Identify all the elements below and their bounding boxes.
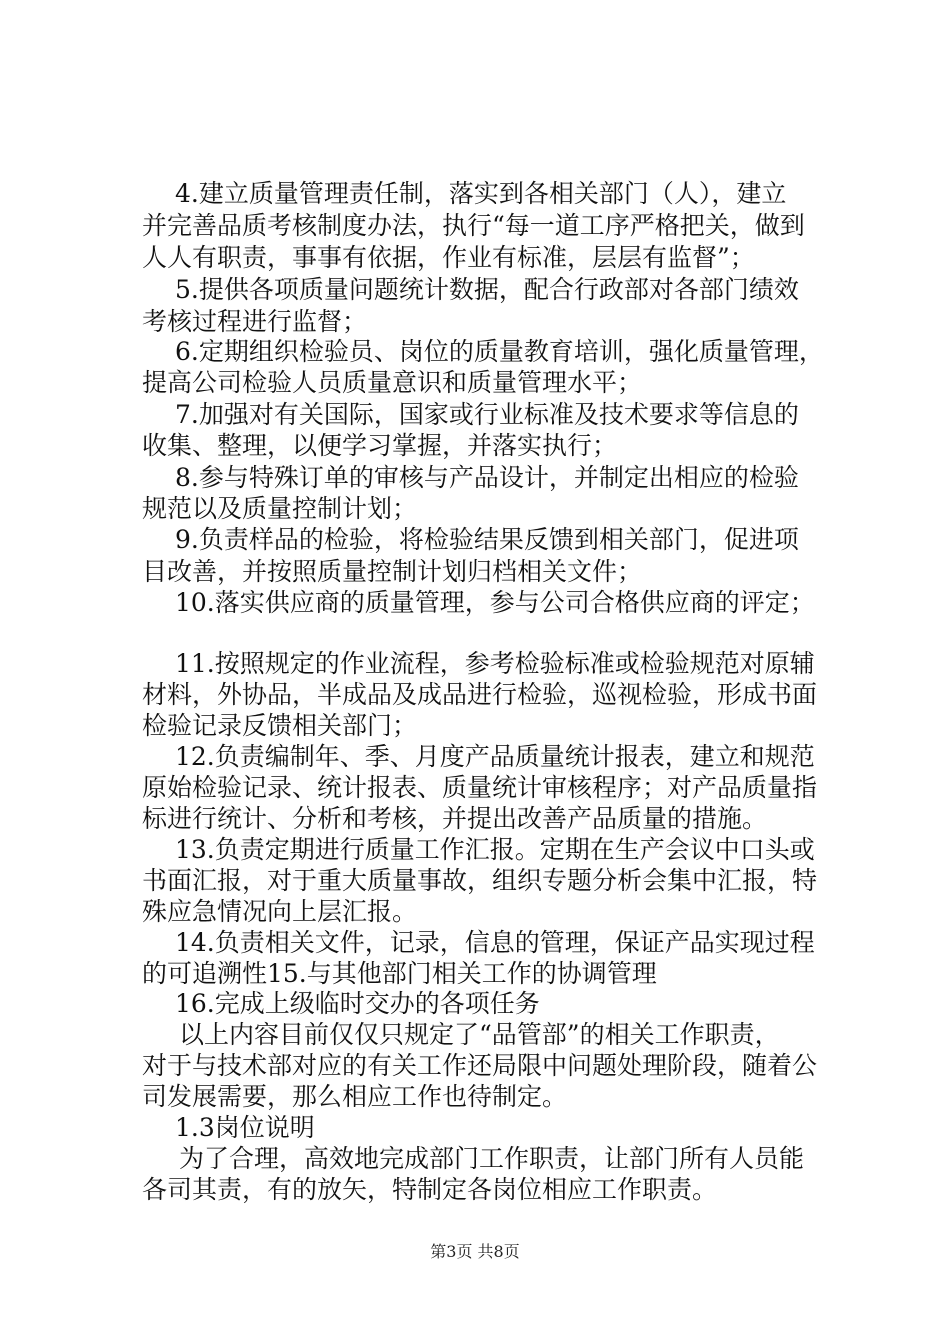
paragraph-7-line-2: 收集、整理，以便学习掌握，并落实执行； — [142, 431, 618, 460]
paragraph-4-line-2: 并完善品质考核制度办法，执行“每一道工序严格把关，做到 — [142, 211, 805, 240]
paragraph-7-line-1: 7.加强对有关国际，国家或行业标准及技术要求等信息的 — [175, 400, 799, 429]
paragraph-12-line-1: 12.负责编制年、季、月度产品质量统计报表，建立和规范 — [175, 742, 815, 771]
paragraph-6-line-2: 提高公司检验人员质量意识和质量管理水平； — [142, 368, 643, 397]
paragraph-16-line-1: 16.完成上级临时交办的各项任务 — [175, 989, 540, 1018]
paragraph-11-line-2: 材料，外协品，半成品及成品进行检验，巡视检验，形成书面 — [142, 680, 818, 709]
note-paragraph-line-1: 以上内容目前仅仅只规定了“品管部”的相关工作职责， — [179, 1020, 780, 1049]
note-paragraph-line-3: 司发展需要，那么相应工作也待制定。 — [142, 1082, 568, 1111]
paragraph-6-line-1: 6.定期组织检验员、岗位的质量教育培训，强化质量管理， — [175, 337, 824, 366]
paragraph-8-line-2: 规范以及质量控制计划； — [142, 494, 418, 523]
paragraph-5-line-1: 5.提供各项质量问题统计数据，配合行政部对各部门绩效 — [175, 275, 799, 304]
paragraph-11-line-1: 11.按照规定的作业流程，参考检验标准或检验规范对原辅 — [175, 649, 815, 678]
paragraph-11-line-3: 检验记录反馈相关部门； — [142, 711, 418, 740]
paragraph-14-line-2: 的可追溯性15.与其他部门相关工作的协调管理 — [142, 959, 657, 988]
paragraph-8-line-1: 8.参与特殊订单的审核与产品设计，并制定出相应的检验 — [175, 463, 799, 492]
paragraph-10-line-1: 10.落实供应商的质量管理，参与公司合格供应商的评定； — [175, 588, 815, 617]
paragraph-12-line-3: 标进行统计、分析和考核，并提出改善产品质量的措施。 — [142, 804, 768, 833]
paragraph-13-line-3: 殊应急情况向上层汇报。 — [142, 897, 418, 926]
section-heading-1-3: 1.3岗位说明 — [175, 1113, 315, 1142]
paragraph-4-line-3: 人人有职责，事事有依据，作业有标准，层层有监督”； — [142, 243, 755, 272]
section-intro-line-1: 为了合理，高效地完成部门工作职责，让部门所有人员能 — [179, 1144, 805, 1173]
section-intro-line-2: 各司其责，有的放矢，特制定各岗位相应工作职责。 — [142, 1175, 718, 1204]
paragraph-5-line-2: 考核过程进行监督； — [142, 307, 368, 336]
paragraph-12-line-2: 原始检验记录、统计报表、质量统计审核程序；对产品质量指 — [142, 773, 818, 802]
paragraph-4-line-1: 4.建立质量管理责任制，落实到各相关部门（人），建立 — [175, 179, 787, 208]
page-footer: 第3页 共8页 — [430, 1242, 520, 1261]
paragraph-13-line-2: 书面汇报，对于重大质量事故，组织专题分析会集中汇报，特 — [142, 866, 818, 895]
paragraph-9-line-2: 目改善，并按照质量控制计划归档相关文件； — [142, 557, 643, 586]
paragraph-14-line-1: 14.负责相关文件，记录，信息的管理，保证产品实现过程 — [175, 928, 815, 957]
paragraph-13-line-1: 13.负责定期进行质量工作汇报。定期在生产会议中口头或 — [175, 835, 815, 864]
paragraph-9-line-1: 9.负责样品的检验，将检验结果反馈到相关部门，促进项 — [175, 525, 799, 554]
note-paragraph-line-2: 对于与技术部对应的有关工作还局限中问题处理阶段，随着公 — [142, 1051, 818, 1080]
